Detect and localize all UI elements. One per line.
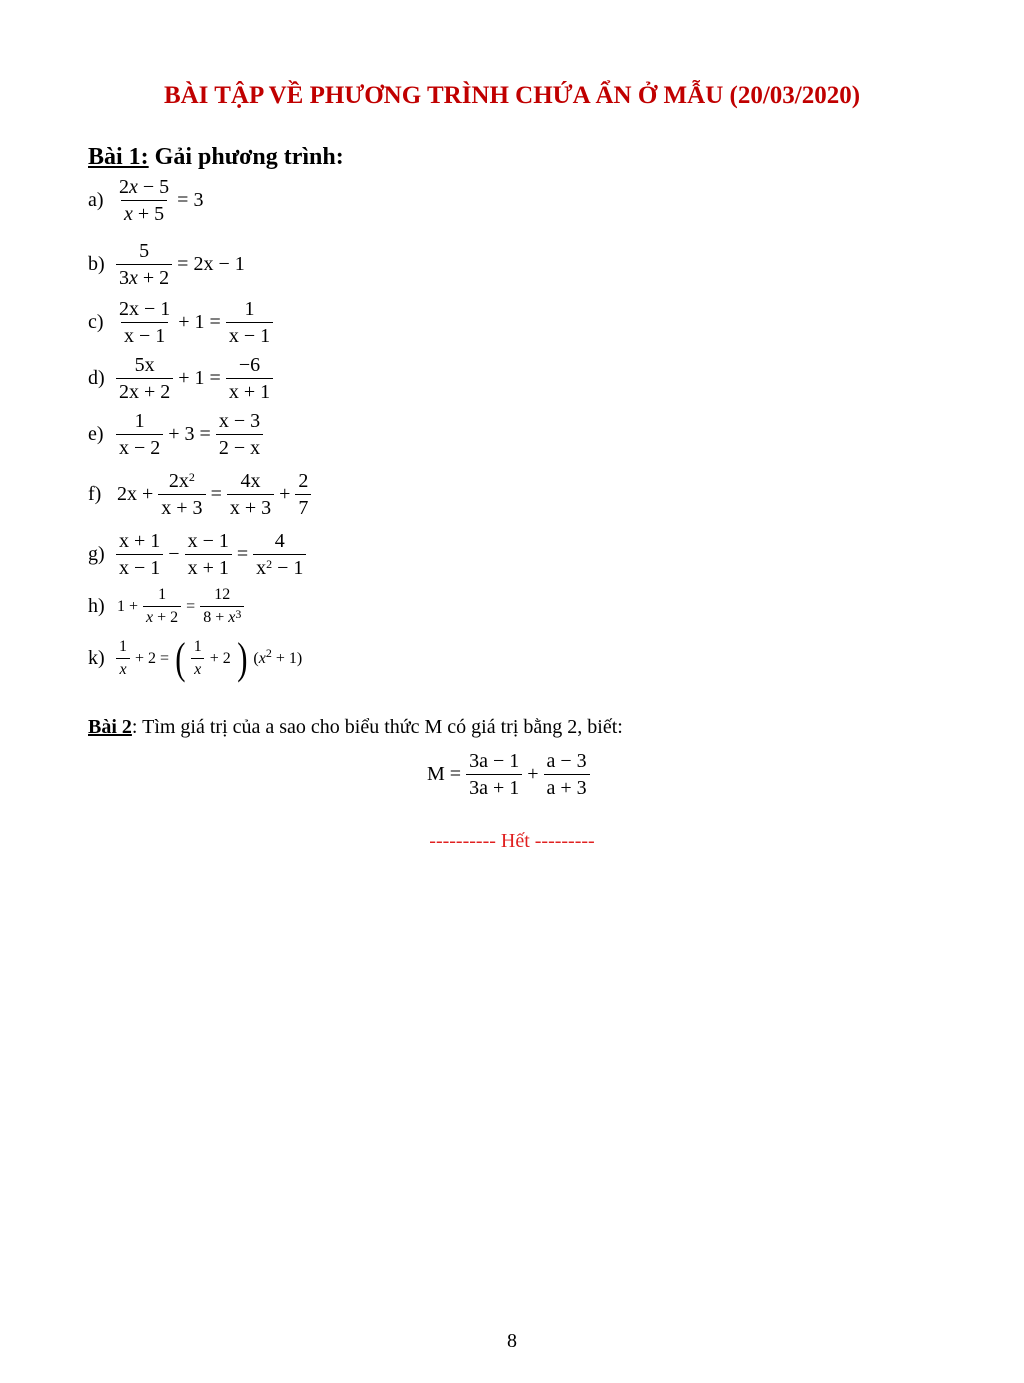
fraction: $\frac{-6}{x + 1}$ bbox=[226, 352, 273, 405]
equation-h: h) 1 + $\frac{1}{x + 2}$ = $\frac{12}{8 + x^3}$ bbox=[88, 584, 246, 629]
fraction: $\frac{4x}{x + 3}$ bbox=[227, 468, 274, 521]
item-label: b) bbox=[88, 253, 105, 275]
item-label: e) bbox=[88, 423, 104, 445]
bai2-heading bbox=[88, 716, 623, 739]
fraction: $\frac{1}{x - 2}$ bbox=[116, 408, 163, 461]
equation-f: f) 2x + $\frac{2x^2}{x + 3}$ = $\frac{4x}{x + 3}$ + $\frac{2}{7}$ bbox=[88, 468, 313, 521]
bai1-label: Bài 1: bbox=[88, 144, 149, 170]
equation-g: g) $\frac{x + 1}{x - 1}$ − $\frac{x - 1}{x + 1}$ = $\frac{4}{x^2 - 1}$ bbox=[88, 528, 308, 581]
equation-b: b) $\frac{5}{3x + 2}$ = 2x − 1 bbox=[88, 240, 245, 289]
fraction: $\frac{2}{7}$ bbox=[295, 468, 311, 521]
equation-d: d) $\frac{5x}{2x + 2}$ + 1 = $\frac{-6}{x + 1}$ bbox=[88, 352, 275, 405]
item-label: h) bbox=[88, 595, 105, 617]
equation-c: c) $\frac{2x - 1}{x - 1}$ + 1 = $\frac{1}{x - 1}$ bbox=[88, 296, 275, 349]
fraction: $\frac{2x - 1}{x - 1}$ bbox=[119, 298, 171, 347]
fraction: $\frac{4}{x^2 - 1}$ bbox=[253, 528, 306, 581]
end-marker: ---------- Hết --------- bbox=[429, 830, 595, 852]
fraction: $\frac{1}{x + 2}$ bbox=[143, 584, 181, 629]
equation-e: e) $\frac{1}{x - 2}$ + 3 = $\frac{x - 3}{2 - x}$ bbox=[88, 408, 265, 461]
fraction: $\frac{x - 1}{x + 1}$ bbox=[185, 528, 232, 581]
item-label: c) bbox=[88, 311, 104, 333]
fraction: $\frac{x - 3}{2 - x}$ bbox=[216, 408, 263, 461]
fraction: $\frac{1}{x}$ bbox=[116, 636, 130, 681]
equation-k: k) $\frac{1}{x}$ + 2 = ( $\frac{1}{x}$ + 2 ) $(x^2 + 1)$ bbox=[88, 633, 303, 683]
bai1-text: Gải phương trình: bbox=[154, 144, 344, 170]
fraction: $\frac{2x - 5}{x + 5}$ bbox=[119, 176, 170, 225]
item-label: a) bbox=[88, 189, 104, 211]
bai2-text: : Tìm giá trị của a sao cho biểu thức M có giá trị bằng 2, biết: bbox=[131, 716, 623, 738]
page-number: 8 bbox=[507, 1330, 517, 1352]
fraction: $\frac{x + 1}{x - 1}$ bbox=[116, 528, 163, 581]
fraction: $\frac{3a - 1}{3a + 1}$ bbox=[466, 748, 522, 801]
fraction: $\frac{12}{8 + x^3}$ bbox=[200, 584, 244, 629]
fraction: $\frac{1}{x - 1}$ bbox=[226, 296, 273, 349]
fraction: $\frac{5x}{2x + 2}$ bbox=[116, 352, 173, 405]
fraction: $\frac{1}{x}$ bbox=[191, 636, 205, 681]
expression-m: M = $\frac{3a - 1}{3a + 1}$ + $\frac{a - 3}{a + 3}$ bbox=[424, 748, 592, 801]
fraction: $\frac{5}{3x + 2}$ bbox=[116, 238, 172, 291]
bai1-heading bbox=[88, 144, 344, 171]
page-title: BÀI TẬP VỀ PHƯƠNG TRÌNH CHỨA ẨN Ở MẪU (20/03/2020) bbox=[163, 82, 861, 109]
item-label: k) bbox=[88, 647, 105, 669]
fraction: $\frac{a - 3}{a + 3}$ bbox=[544, 748, 590, 801]
bai2-label: Bài 2 bbox=[88, 716, 132, 738]
item-label: g) bbox=[88, 543, 105, 565]
equation-a: a) $\frac{2x - 5}{x + 5}$ = 3 bbox=[88, 176, 204, 225]
fraction: $\frac{2x^2}{x + 3}$ bbox=[158, 468, 205, 521]
item-label: d) bbox=[88, 367, 105, 389]
item-label: f) bbox=[88, 483, 102, 505]
